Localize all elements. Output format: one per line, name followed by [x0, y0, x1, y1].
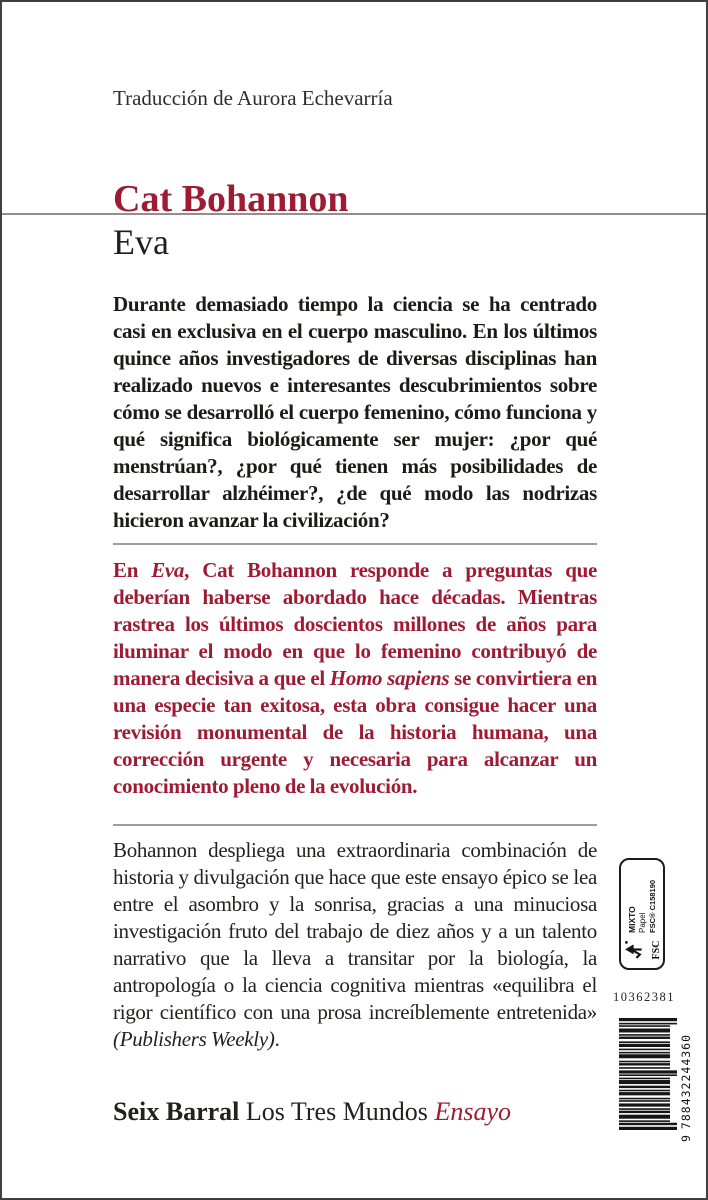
text-segment: En [113, 558, 152, 583]
publisher-imprint-line [113, 1098, 511, 1127]
synopsis-paragraph-3 [113, 837, 597, 1053]
text-segment: Los Tres Mundos [239, 1097, 435, 1126]
synopsis-paragraph-2 [113, 557, 597, 800]
text-segment: . [274, 1027, 280, 1052]
fsc-brand-text: FSC [650, 940, 662, 960]
text-segment: se convirtiera en una especie tan exitosa, esta obra consigue hacer una revisión monumental de la historia humana, una corrección urgente y necesaria para alcanzar un conocimiento pleno de la evolución. [113, 666, 598, 799]
fsc-license-code: FSC® C158190 [647, 879, 657, 933]
fsc-label-text [627, 880, 657, 933]
fsc-cert-type: MIXTO [627, 906, 637, 933]
text-segment: Seix Barral [113, 1097, 240, 1126]
text-segment: Homo sapiens [329, 666, 450, 691]
fsc-material: Papel [637, 912, 647, 933]
back-cover-text-column [113, 86, 597, 1053]
text-segment: Eva [151, 558, 185, 583]
fsc-logo [623, 939, 662, 961]
fsc-tree-checkmark-icon [623, 939, 651, 961]
text-segment: Bohannon despliega una extraordinaria combinación de historia y divulgación que hace que este ensayo épico se lea entre el asombro y la sonrisa, gracias a una minuciosa investigación fruto del trabajo de diez años y a un talento narrativo que la lleva a transitar por la biología, la antropología o la ciencia cognitiva mientras «equilibra el rigor científico con una prosa increíblemente entretenida» [113, 838, 597, 1025]
section-divider-top [113, 543, 597, 545]
section-divider-bottom [113, 824, 597, 826]
text-segment: (Publishers Weekly) [113, 1027, 275, 1052]
synopsis-paragraph-1: Durante demasiado tiempo la ciencia se ha centrado casi en exclusiva en el cuerpo masculino. En los últimos quince años investigadores de diversas disciplinas han realizado nuevos e interesantes descubrimientos sobre cómo se desarrolló el cuerpo femenino, cómo funciona y qué significa biológicamente ser mujer: ¿por qué menstrúan?, ¿por qué tienen más posibilidades de desarrollar alzhéimer?, ¿de qué modo las nodrizas hicieron avanzar la civilización? [113, 292, 597, 533]
barcode-number: 9788432244360 [679, 1033, 693, 1142]
book-title: Eva [113, 222, 169, 263]
author-baseline-rule [2, 213, 706, 215]
fsc-label-rotated-wrap [619, 858, 665, 970]
text-segment: Ensayo [434, 1097, 511, 1126]
barcode [619, 1018, 679, 1135]
author-name [113, 178, 597, 221]
translator-note: Traducción de Aurora Echevarría [113, 86, 393, 110]
fsc-certification-label [619, 858, 665, 970]
barcode-number-rotated-wrap [679, 1016, 695, 1142]
product-code: 10362381 [613, 990, 675, 1004]
author-name-text: Cat Bohannon [113, 178, 349, 221]
text-segment: , Cat Bohannon responde a preguntas que deberían haberse abordado hace décadas. Mientras rastrea los últimos doscientos millones de años para iluminar el modo en que lo femenino contribuyó de manera decisiva a que el [113, 558, 597, 691]
